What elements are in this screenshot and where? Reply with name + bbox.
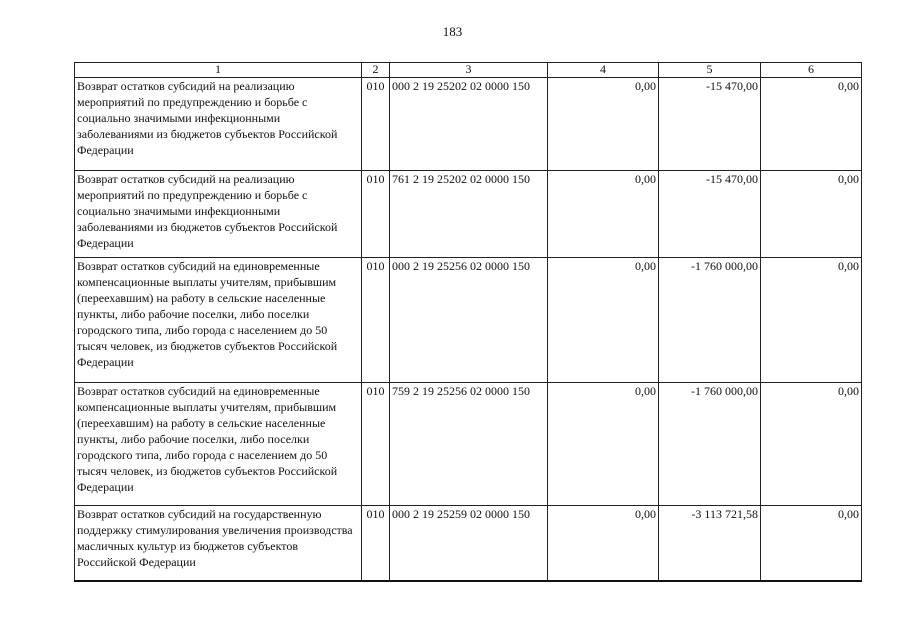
row-col6-value: 0,00 (761, 258, 862, 383)
table-row (75, 171, 862, 258)
row-name: Возврат остатков субсидий на единовременные компенсационные выплаты учителям, прибывшим (переехавшим) на работу в сельские населенные пункты, либо рабочие поселки, либо поселки городского типа, либо города с населением до 50 тысяч человек, из бюджетов субъектов Российской Федерации (75, 383, 362, 506)
row-col5-value: -15 470,00 (659, 171, 761, 258)
row-budget-code: 761 2 19 25202 02 0000 150 (390, 171, 548, 258)
table-row (75, 78, 862, 171)
row-budget-code: 000 2 19 25256 02 0000 150 (390, 258, 548, 383)
row-name: Возврат остатков субсидий на реализацию мероприятий по предупреждению и борьбе с социально значимыми инфекционными заболеваниями из бюджетов субъектов Российской Федерации (75, 171, 362, 258)
row-budget-code: 000 2 19 25259 02 0000 150 (390, 506, 548, 582)
row-col5-value: -3 113 721,58 (659, 506, 761, 582)
header-col-3: 3 (390, 63, 548, 78)
table-row (75, 258, 862, 383)
table-row (75, 383, 862, 506)
row-col6-value: 0,00 (761, 171, 862, 258)
budget-table (74, 62, 862, 582)
row-name: Возврат остатков субсидий на государственную поддержку стимулирования увеличения производства масличных культур из бюджетов субъектов Российской Федерации (75, 506, 362, 582)
row-admin-code: 010 (362, 171, 390, 258)
row-col6-value: 0,00 (761, 78, 862, 171)
row-col4-value: 0,00 (548, 171, 659, 258)
row-col6-value: 0,00 (761, 383, 862, 506)
row-admin-code: 010 (362, 506, 390, 582)
row-budget-code: 759 2 19 25256 02 0000 150 (390, 383, 548, 506)
header-col-4: 4 (548, 63, 659, 78)
row-col4-value: 0,00 (548, 258, 659, 383)
row-budget-code: 000 2 19 25202 02 0000 150 (390, 78, 548, 171)
header-row (75, 63, 862, 78)
row-admin-code: 010 (362, 383, 390, 506)
row-admin-code: 010 (362, 258, 390, 383)
row-col4-value: 0,00 (548, 383, 659, 506)
row-admin-code: 010 (362, 78, 390, 171)
table-row (75, 506, 862, 582)
row-col6-value: 0,00 (761, 506, 862, 582)
header-col-6: 6 (761, 63, 862, 78)
row-col4-value: 0,00 (548, 78, 659, 171)
row-col5-value: -1 760 000,00 (659, 258, 761, 383)
row-col4-value: 0,00 (548, 506, 659, 582)
header-col-2: 2 (362, 63, 390, 78)
row-name: Возврат остатков субсидий на единовременные компенсационные выплаты учителям, прибывшим (переехавшим) на работу в сельские населенные пункты, либо рабочие поселки, либо поселки городского типа, либо города с населением до 50 тысяч человек, из бюджетов субъектов Российской Федерации (75, 258, 362, 383)
row-name: Возврат остатков субсидий на реализацию мероприятий по предупреждению и борьбе с социально значимыми инфекционными заболеваниями из бюджетов субъектов Российской Федерации (75, 78, 362, 171)
row-col5-value: -15 470,00 (659, 78, 761, 171)
page-number: 183 (442, 24, 463, 39)
header-col-5: 5 (659, 63, 761, 78)
header-col-1: 1 (75, 63, 362, 78)
row-col5-value: -1 760 000,00 (659, 383, 761, 506)
